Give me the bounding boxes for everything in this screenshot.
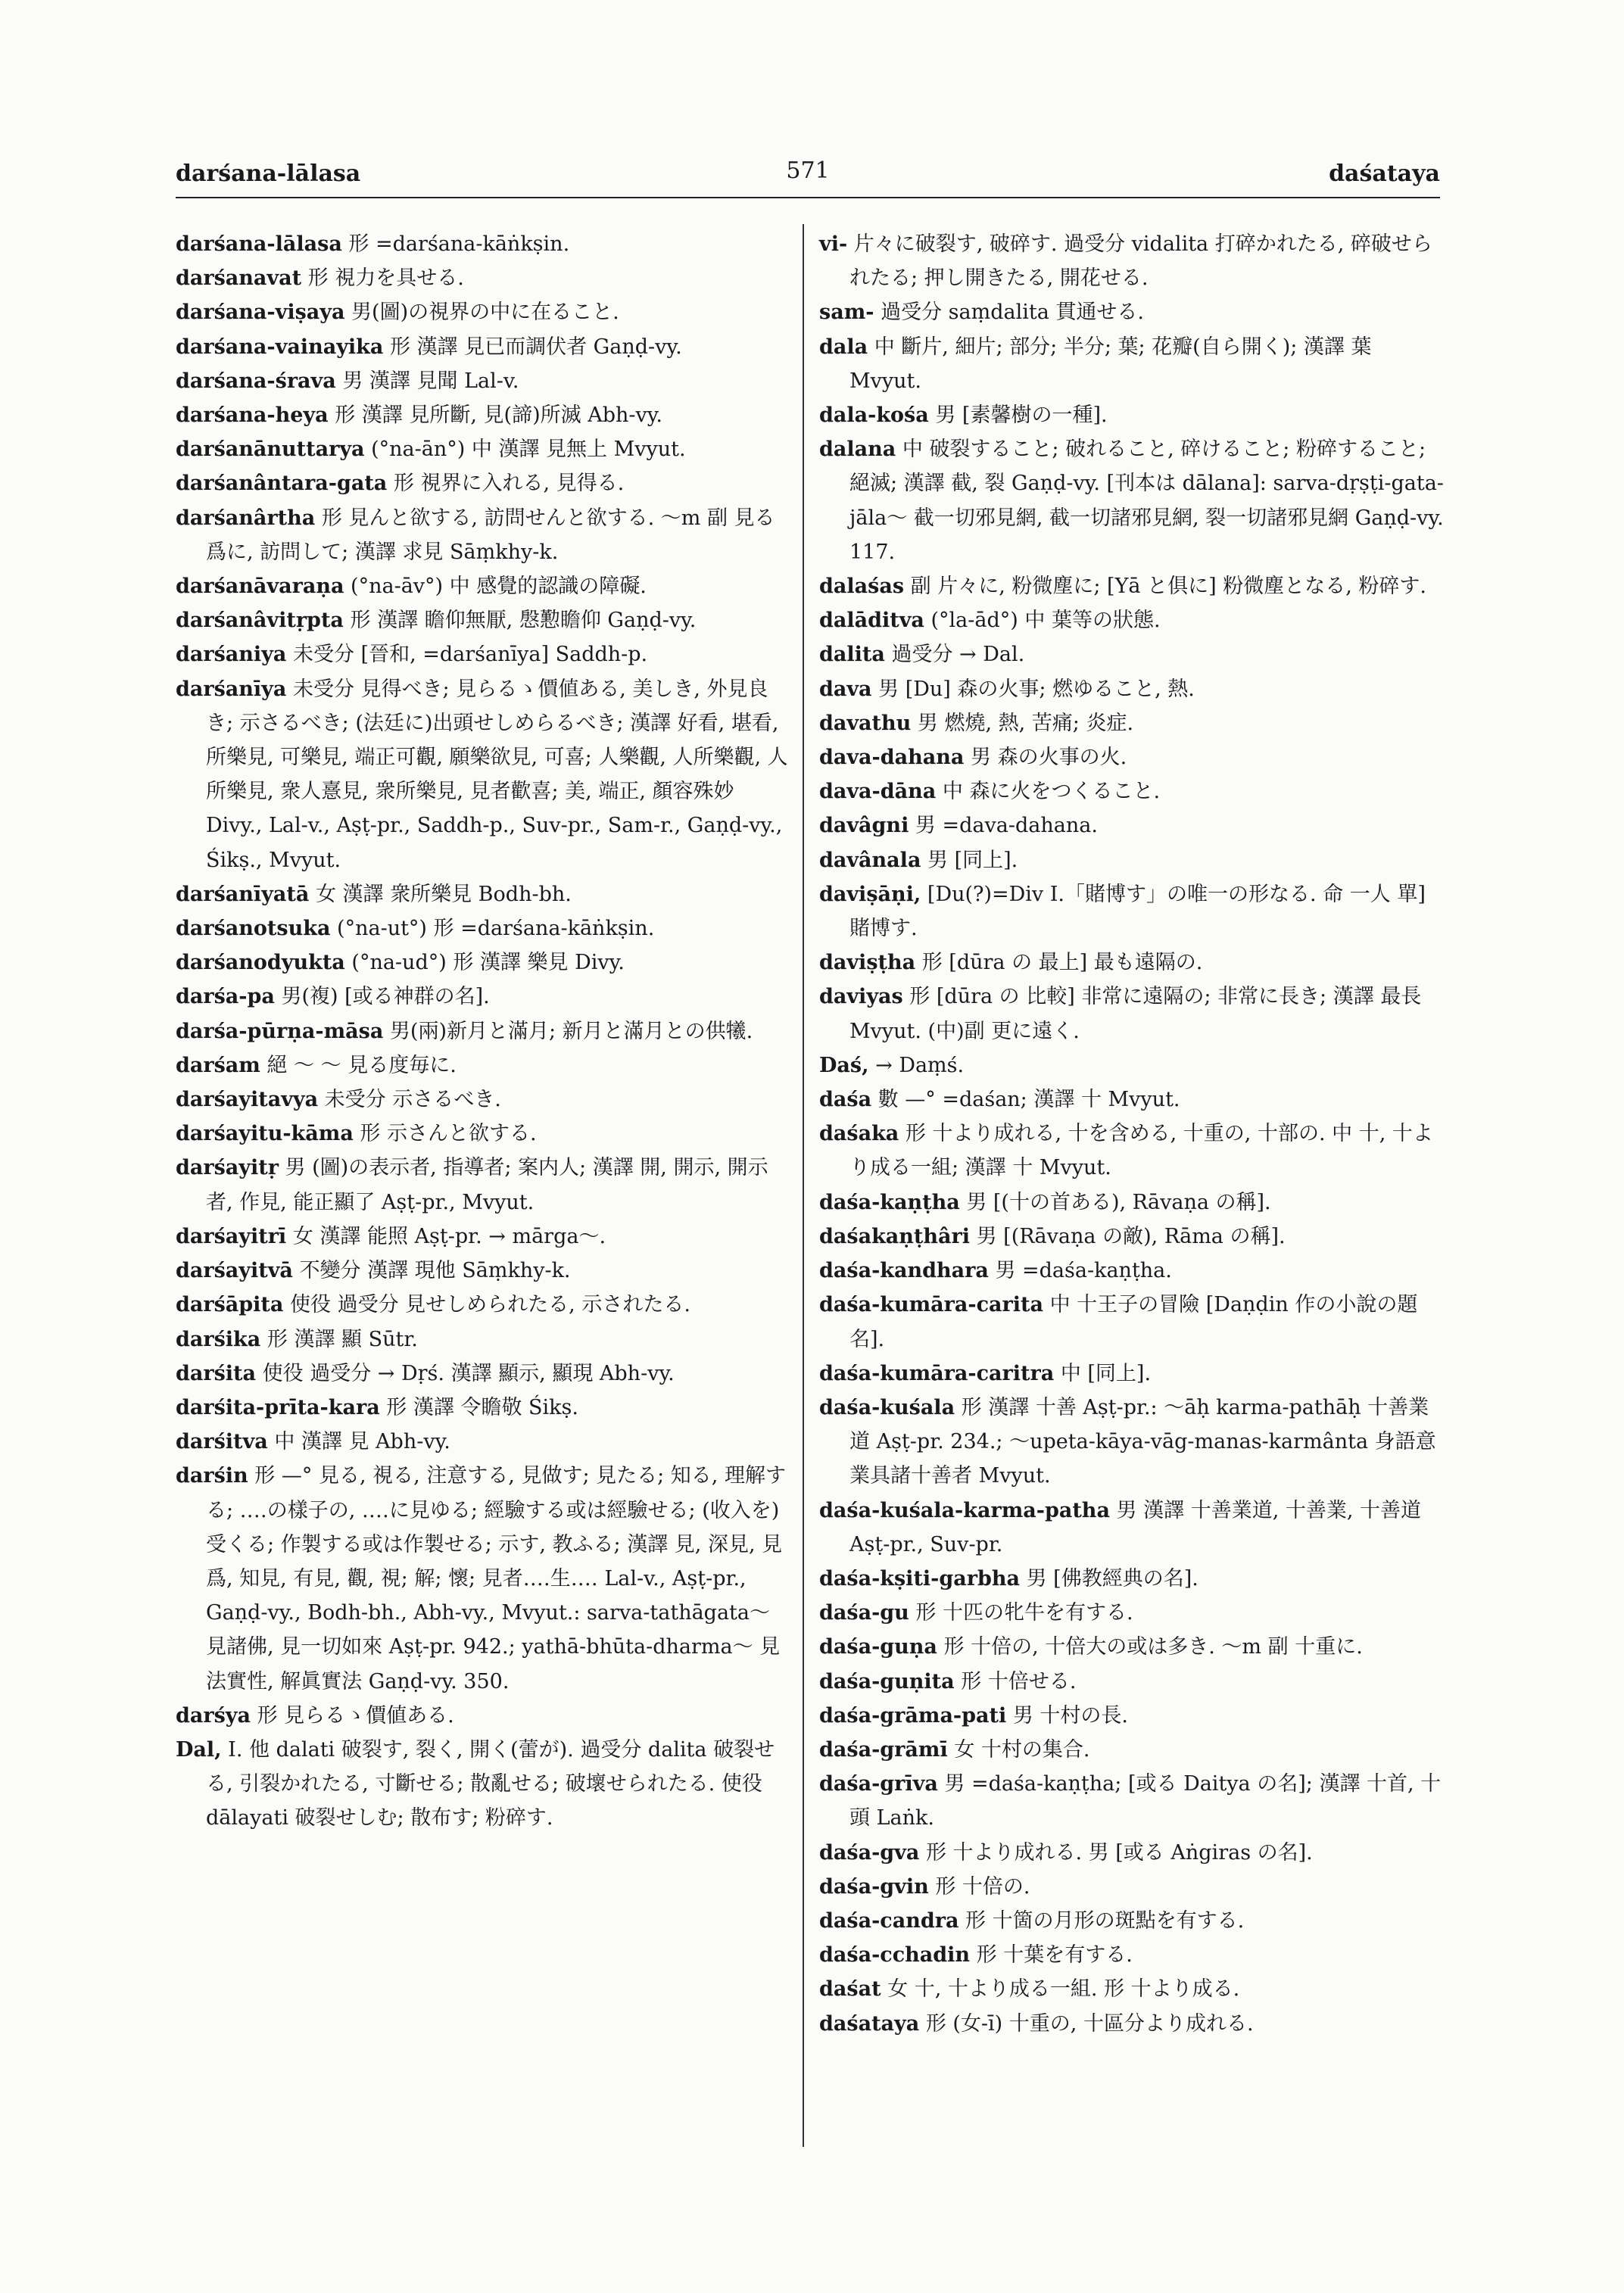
definition: 女 十村の集合. <box>954 1737 1090 1762</box>
dictionary-entry <box>819 1767 1444 1835</box>
dictionary-entry <box>819 1254 1444 1288</box>
definition: 絕 ～ ～ 見る度毎に. <box>267 1053 457 1077</box>
dictionary-entry <box>819 1733 1444 1767</box>
left-guide-word: darśana-lālasa <box>176 160 361 187</box>
headword: dalita <box>819 643 885 667</box>
headword: darśana-lālasa <box>176 232 342 256</box>
headword: daśakaṇṭhâri <box>819 1224 970 1248</box>
dictionary-entry <box>176 1733 793 1836</box>
definition: 形 漢譯 十善 Aṣṭ-pr.: ～āḥ karma-pathāḥ 十善業道 Aṣṭ-pr. 234.; ～upeta-kāya-vāg-manas-karmânta 身語意業具諸十善者 Mvyut. <box>849 1395 1436 1488</box>
dictionary-entry <box>819 1185 1444 1220</box>
headword: daśa-guṇita <box>819 1669 955 1693</box>
headword: darśam <box>176 1053 260 1077</box>
headword: darśa-pa <box>176 985 275 1009</box>
definition: (°na-ud°) 形 漢譯 樂見 Divy. <box>351 951 625 975</box>
headword: daśa-gvin <box>819 1874 929 1899</box>
headword: darśanāvaraṇa <box>176 575 344 599</box>
dictionary-entry <box>819 877 1444 946</box>
definition: 形 視界に入れる, 見得る. <box>393 472 625 496</box>
definition: (°la-ād°) 中 葉等の狀態. <box>930 609 1161 633</box>
dictionary-entry <box>819 1870 1444 1904</box>
definition: 過受分 saṃdalita 貫通せる. <box>881 301 1144 325</box>
headword: darśayitvā <box>176 1259 293 1283</box>
headword: daśaka <box>819 1122 899 1146</box>
definition: 男 =daśa-kaṇṭha; [或る Daitya の名]; 漢譯 十首, 十頭 Laṅk. <box>849 1772 1442 1830</box>
headword: dalāditva <box>819 609 924 633</box>
headword: daviṣṭha <box>819 951 916 975</box>
definition: 男 十村の長. <box>1012 1703 1129 1728</box>
headword: daśa <box>819 1088 872 1112</box>
definition: 男 漢譯 十善業道, 十善業, 十善道 Aṣṭ-pr., Suv-pr. <box>849 1498 1422 1556</box>
page-number: 571 <box>786 157 830 184</box>
headword: darśanodyukta <box>176 951 345 975</box>
headword: daśa-grāmī <box>819 1737 948 1762</box>
headword: darśayitu-kāma <box>176 1122 354 1146</box>
headword: vi- <box>819 232 848 256</box>
dictionary-entry <box>176 501 793 569</box>
headword: daśa-kandhara <box>819 1259 989 1283</box>
definition: 中 十王子の冒險 [Daṇḍin 作の小說の題名]. <box>849 1293 1418 1351</box>
headword: dava-dahana <box>819 746 965 770</box>
dictionary-entry <box>819 1357 1444 1391</box>
dictionary-entry <box>819 1048 1444 1083</box>
headword: darśanântara-gata <box>176 472 388 496</box>
definition: 形 =darśana-kāṅkṣin. <box>348 232 570 256</box>
headword: daśa-kuśala-karma-patha <box>819 1498 1110 1522</box>
definition: 不變分 漢譯 現他 Sāṃkhy-k. <box>299 1259 571 1283</box>
headword: Daś, <box>819 1053 869 1077</box>
dictionary-entry <box>176 227 793 261</box>
dictionary-entry <box>819 1596 1444 1630</box>
definition: 女 漢譯 能照 Aṣṭ-pr. → mārga～. <box>292 1224 606 1248</box>
dictionary-entry <box>819 1665 1444 1699</box>
headword: darśya <box>176 1703 251 1728</box>
definition: (°na-ān°) 中 漢譯 見無上 Mvyut. <box>371 438 686 462</box>
dictionary-entry <box>819 603 1444 637</box>
definition: 男 [素馨樹の一種]. <box>935 403 1108 428</box>
definition: 形 十葉を有する. <box>976 1943 1133 1967</box>
definition: 形 漢譯 令瞻敬 Śikṣ. <box>386 1395 578 1419</box>
dictionary-entry <box>176 398 793 432</box>
definition: 形 [dūra の 比較] 非常に遠隔の; 非常に長き; 漢譯 最長 Mvyut. (中)副 更に遠く. <box>849 985 1422 1043</box>
dictionary-entry <box>819 1288 1444 1356</box>
definition: 形 (女-ī) 十重の, 十區分より成れる. <box>925 2011 1254 2036</box>
definition: 形 漢譯 見已而調伏者 Gaṇḍ-vy. <box>389 335 682 359</box>
dictionary-entry <box>176 637 793 671</box>
headword: darśin <box>176 1464 248 1488</box>
right-guide-word: daśataya <box>1329 160 1440 187</box>
definition: 形 十より成れる. 男 [或る Aṅgiras の名]. <box>925 1840 1313 1865</box>
definition: 中 漢譯 見 Abh-vy. <box>274 1430 450 1454</box>
headword: darśana-vainayika <box>176 335 384 359</box>
dictionary-entry <box>176 330 793 364</box>
definition: 形 漢譯 見所斷, 見(諦)所滅 Abh-vy. <box>335 403 662 428</box>
dictionary-entry <box>176 911 793 946</box>
definition: 形 示さんと欲する. <box>360 1122 537 1146</box>
headword: daśat <box>819 1977 881 2002</box>
headword: daśa-kuśala <box>819 1395 955 1419</box>
definition: (°na-ut°) 形 =darśana-kāṅkṣin. <box>337 917 655 941</box>
headword: daśa-kumāra-caritra <box>819 1361 1055 1385</box>
headword: daśa-candra <box>819 1908 959 1933</box>
dictionary-entry <box>819 672 1444 706</box>
dictionary-entry <box>176 1391 793 1425</box>
dictionary-entry <box>819 1117 1444 1185</box>
definition: 形 視力を具せる. <box>307 266 464 291</box>
definition: 男(兩)新月と滿月; 新月と滿月との供犧. <box>389 1019 753 1043</box>
dictionary-entry <box>819 432 1444 569</box>
headword: daśataya <box>819 2011 920 2036</box>
right-column <box>819 227 1444 2041</box>
dictionary-entry <box>176 1117 793 1151</box>
dictionary-entry <box>176 1014 793 1048</box>
definition: 形 [dūra の 最上] 最も遠隔の. <box>921 951 1203 975</box>
headword: darśayitṛ <box>176 1156 279 1180</box>
dictionary-entry <box>819 1083 1444 1117</box>
dictionary-entry <box>176 603 793 637</box>
dictionary-entry <box>819 295 1444 329</box>
dictionary-entry <box>819 1494 1444 1562</box>
definition: 形 —° 見る, 視る, 注意する, 見做す; 見たる; 知る, 理解する; ‥‥の樣子の, ‥‥に見ゆる; 經驗する或は經驗せる; (收入を)受くる; 作製する或は作製せる; 示す, 教ふる; 漢譯 見, 深見, 見爲, 知見, 有見, 觀, 視; 解; 懷; 見者‥‥生‥‥ Lal-v., Aṣṭ-pr., Gaṇḍ-vy., Bodh-bh., Abh-vy., Mvyut.: sarva-tathāgata～ 見諸佛, 見一切如來 Aṣṭ-pr. 942.; yathā-bhūta-dharma～ 見法實性, 解眞實法 Gaṇḍ-vy. 350. <box>206 1464 786 1693</box>
dictionary-entry <box>819 1391 1444 1494</box>
definition: 數 —° =daśan; 漢譯 十 Mvyut. <box>877 1088 1180 1112</box>
definition: 男 (圖)の表示者, 指導者; 案内人; 漢譯 開, 開示, 開示者, 作見, 能正顯了 Aṣṭ-pr., Mvyut. <box>206 1156 768 1214</box>
headword: darśana-heya <box>176 403 329 428</box>
dictionary-entry <box>819 227 1444 295</box>
headword: dava-dāna <box>819 780 937 804</box>
definition: 男 [Du] 森の火事; 燃ゆること, 熱. <box>878 677 1195 701</box>
dictionary-entry <box>176 980 793 1014</box>
dictionary-entry <box>819 946 1444 980</box>
headword: darśaniya <box>176 643 287 667</box>
dictionary-entry <box>176 432 793 466</box>
headword: darśanīya <box>176 677 287 701</box>
definition: 中 森に火をつくること. <box>942 780 1161 804</box>
dictionary-entry <box>819 1904 1444 1938</box>
headword: dala <box>819 335 868 359</box>
headword: darśanârtha <box>176 506 316 530</box>
definition: 形 十匹の牝牛を有する. <box>915 1601 1133 1625</box>
dictionary-entry <box>819 1699 1444 1733</box>
dictionary-entry <box>819 637 1444 671</box>
headword: darśanīyatā <box>176 882 310 906</box>
headword: daśa-kumāra-carita <box>819 1293 1043 1317</box>
definition: 形 十箇の月形の斑點を有する. <box>965 1908 1245 1933</box>
dictionary-entry <box>176 295 793 329</box>
definition: 形 十より成れる, 十を含める, 十重の, 十部の. 中 十, 十より成る一組; 漢譯 十 Mvyut. <box>849 1122 1433 1180</box>
definition: 男 [同上]. <box>927 848 1018 872</box>
definition: 形 見んと欲する, 訪問せんと欲する. ～m 副 見る爲に, 訪問して; 漢譯 求見 Sāṃkhy-k. <box>206 506 775 564</box>
headword: dalaśas <box>819 575 905 599</box>
definition: → Daṃś. <box>875 1053 965 1077</box>
definition: 未受分 [晉和, =darśanīya] Saddh-p. <box>292 643 648 667</box>
dictionary-entry <box>176 364 793 398</box>
dictionary-entry <box>819 1972 1444 2006</box>
headword: dala-kośa <box>819 403 929 428</box>
dictionary-entry <box>819 774 1444 808</box>
dictionary-entry <box>176 1220 793 1254</box>
headword: Dal, <box>176 1737 222 1762</box>
headword: davathu <box>819 711 912 735</box>
dictionary-entry <box>819 569 1444 603</box>
dictionary-entry <box>819 843 1444 877</box>
headword: darśita-prīta-kara <box>176 1395 380 1419</box>
definition: 形 十倍せる. <box>961 1669 1077 1693</box>
column-divider <box>803 224 804 2147</box>
dictionary-entry <box>819 808 1444 843</box>
definition: 男 森の火事の火. <box>970 746 1127 770</box>
definition: 形 十倍の, 十倍大の或は多き. ～m 副 十重に. <box>943 1635 1363 1659</box>
dictionary-entry <box>819 1220 1444 1254</box>
definition: 男(圖)の視界の中に在ること. <box>351 301 619 325</box>
dictionary-entry <box>819 706 1444 740</box>
dictionary-entry <box>176 569 793 603</box>
definition: 中 [同上]. <box>1060 1361 1152 1385</box>
dictionary-entry <box>819 1836 1444 1870</box>
headword: darśanavat <box>176 266 302 291</box>
dictionary-entry <box>176 1425 793 1459</box>
headword: darśita <box>176 1361 257 1385</box>
running-header <box>176 151 1440 198</box>
headword: darśanotsuka <box>176 917 331 941</box>
definition: 副 片々に, 粉微塵に; [Yā と俱に] 粉微塵となる, 粉碎す. <box>910 575 1426 599</box>
headword: darśayitavya <box>176 1088 319 1112</box>
headword: darśāpita <box>176 1293 284 1317</box>
definition: 男 =dava-dahana. <box>915 814 1098 838</box>
dictionary-entry <box>819 330 1444 398</box>
dictionary-entry <box>176 1699 793 1733</box>
definition: 男 [佛教經典の名]. <box>1026 1566 1199 1590</box>
headword: daviyas <box>819 985 903 1009</box>
headword: davânala <box>819 848 921 872</box>
dictionary-entry <box>176 877 793 911</box>
dictionary-entry <box>176 466 793 500</box>
definition: I. 他 dalati 破裂す, 裂く, 開く(蕾が). 過受分 dalita 破裂せる, 引裂かれたる, 寸斷せる; 散亂せる; 破壞せられたる. 使役 dālayati 破裂せしむ; 散布す; 粉碎す. <box>206 1737 775 1830</box>
headword: sam- <box>819 301 874 325</box>
dictionary-entry <box>176 1288 793 1322</box>
dictionary-entry <box>176 1357 793 1391</box>
headword: darśika <box>176 1327 261 1351</box>
definition: 未受分 示さるべき. <box>324 1088 501 1112</box>
left-column <box>176 227 793 1836</box>
definition: 片々に破裂す, 破碎す. 過受分 vidalita 打碎かれたる, 碎破せられたる; 押し開きたる, 開花せる. <box>849 232 1432 291</box>
dictionary-entry <box>819 1630 1444 1664</box>
headword: daśa-gva <box>819 1840 920 1865</box>
definition: 使役 過受分 見せしめられたる, 示されたる. <box>290 1293 690 1317</box>
definition: 形 漢譯 顯 Sūtr. <box>267 1327 418 1351</box>
definition: 形 十倍の. <box>935 1874 1030 1899</box>
definition: 使役 過受分 → Dṛś. 漢譯 顯示, 顯現 Abh-vy. <box>262 1361 675 1385</box>
dictionary-entry <box>819 980 1444 1048</box>
headword: darśitva <box>176 1430 268 1454</box>
headword: daviṣāṇi, <box>819 882 921 906</box>
definition: 男 燃燒, 熱, 苦痛; 炎症. <box>917 711 1134 735</box>
headword: darśanâvitṛpta <box>176 609 344 633</box>
definition: 未受分 見得べき; 見らるゝ價値ある, 美しき, 外見良き; 示さるべき; (法廷に)出頭せしめらるべき; 漢譯 好看, 堪看, 所樂見, 可樂見, 端正可觀, 願樂欲見, 可喜; 人樂觀, 人所樂觀, 人所樂見, 衆人憙見, 衆所樂見, 見者歡喜; 美, 端正, 顏容殊妙 Divy., Lal-v., Aṣṭ-pr., Saddh-p., Suv-pr., Sam-r., Gaṇḍ-vy., Śikṣ., Mvyut. <box>206 677 788 872</box>
definition: [Du(?)=Div I.「賭博す」の唯一の形なる. 命 一人 單] 賭博す. <box>849 882 1426 941</box>
definition: 形 漢譯 瞻仰無厭, 慇懃瞻仰 Gaṇḍ-vy. <box>350 609 697 633</box>
headword: darśanānuttarya <box>176 438 365 462</box>
headword: daśa-cchadin <box>819 1943 971 1967</box>
dictionary-entry <box>176 1254 793 1288</box>
dictionary-entry <box>176 261 793 295</box>
headword: daśa-kaṇṭha <box>819 1190 960 1214</box>
definition: 中 破裂すること; 破れること, 碎けること; 粉碎すること; 絕滅; 漢譯 截, 裂 Gaṇḍ-vy. [刊本は dālana]: sarva-dṛṣṭi-gata-jāla～ 截一切邪見網, 截一切諸邪見網, 裂一切諸邪見網 Gaṇḍ-vy. 117. <box>849 438 1444 564</box>
headword: davâgni <box>819 814 909 838</box>
definition: 男 漢譯 見聞 Lal-v. <box>342 369 519 393</box>
definition: 男 [(Rāvaṇa の敵), Rāma の稱]. <box>976 1224 1286 1248</box>
dictionary-entry <box>819 2007 1444 2041</box>
definition: 女 漢譯 衆所樂見 Bodh-bh. <box>315 882 572 906</box>
dictionary-entry <box>819 398 1444 432</box>
headword: daśa-gu <box>819 1601 909 1625</box>
definition: 男 [(十の首ある), Rāvaṇa の稱]. <box>966 1190 1271 1214</box>
definition: (°na-āv°) 中 感覺的認識の障礙. <box>351 575 647 599</box>
headword: daśa-grīva <box>819 1772 938 1796</box>
definition: 過受分 → Dal. <box>891 643 1025 667</box>
dictionary-entry <box>176 946 793 980</box>
dictionary-entry <box>176 672 793 877</box>
dictionary-entry <box>176 1083 793 1117</box>
definition: 男 =daśa-kaṇṭha. <box>995 1259 1172 1283</box>
dictionary-entry <box>819 740 1444 774</box>
definition: 中 斷片, 細片; 部分; 半分; 葉; 花瓣(自ら開く); 漢譯 葉 Mvyut. <box>849 335 1372 393</box>
dictionary-entry <box>176 1151 793 1219</box>
dictionary-entry <box>176 1048 793 1083</box>
headword: daśa-guṇa <box>819 1635 937 1659</box>
headword: darśa-pūrṇa-māsa <box>176 1019 384 1043</box>
dictionary-entry <box>819 1938 1444 1972</box>
headword: darśayitrī <box>176 1224 287 1248</box>
definition: 女 十, 十より成る一組. 形 十より成る. <box>887 1977 1240 2002</box>
dictionary-entry <box>176 1323 793 1357</box>
definition: 形 見らるゝ價値ある. <box>257 1703 454 1728</box>
dictionary-entry <box>176 1459 793 1698</box>
headword: dava <box>819 677 872 701</box>
headword: dalana <box>819 438 896 462</box>
headword: darśana-śrava <box>176 369 336 393</box>
headword: darśana-viṣaya <box>176 301 345 325</box>
headword: daśa-grāma-pati <box>819 1703 1007 1728</box>
headword: daśa-kṣiti-garbha <box>819 1566 1020 1590</box>
definition: 男(複) [或る神群の名]. <box>281 985 490 1009</box>
dictionary-entry <box>819 1562 1444 1596</box>
